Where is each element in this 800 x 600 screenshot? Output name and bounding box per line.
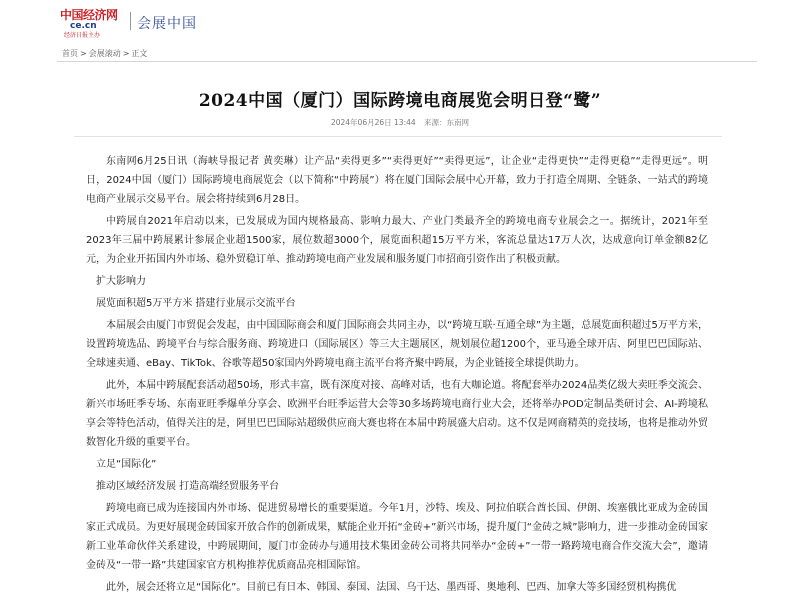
section-link[interactable]: 会展中国: [137, 16, 197, 32]
article-source: 来源：东南网: [424, 118, 470, 127]
article-paragraph: 此外，展会还将立足“国际化”。目前已有日本、韩国、泰国、法国、乌干达、墨西哥、奥地利、巴西、加拿大等多国经贸机构携优: [106, 582, 677, 593]
breadcrumb-separator: >: [122, 49, 130, 58]
article-paragraph: 本届展会由厦门市贸促会发起，由中国国际商会和厦门国际商会共同主办，以“跨境互联·互通全球”为主题，总展览面积超过5万平方米，设置跨境选品、跨境平台与综合服务商、跨境进口（国际展区）等三大主题展区，规划展位超1200个，亚马逊全球开店、阿里巴巴国际站、全球速卖通、eBay、TikTok、谷歌等超50家国内外跨境电商主流平台将齐聚中跨展，为企业链接全球提供助力。: [86, 320, 708, 369]
breadcrumb-current: 正文: [131, 49, 148, 58]
article-paragraph: 东南网6月25日讯（海峡导报记者 黄奕琳）让产品“卖得更多”“卖得更好”“卖得更远”，让企业“走得更快”“走得更稳”“走得更远”。明日，2024中国（厦门）国际跨境电商展览会（以下简称“中跨展”）将在厦门国际会展中心开幕，致力于打造全周期、全链条、一站式的跨境电商产业展示交易平台。展会将持续到6月28日。: [86, 156, 708, 205]
subheading: 立足“国际化”: [96, 459, 157, 470]
article-body: [86, 152, 708, 600]
meta-divider: [74, 136, 722, 137]
breadcrumb-home[interactable]: 首页: [62, 49, 78, 58]
breadcrumb-separator: >: [80, 49, 87, 58]
logo-domain: ce.cn: [70, 21, 97, 31]
subheading: 展览面积超5万平方米 搭建行业展示交流平台: [96, 298, 296, 309]
article-title: 2024中国（厦门）国际跨境电商展览会明日登“鹭”: [198, 91, 602, 111]
article-paragraph: 中跨展自2021年启动以来，已发展成为国内规格最高、影响力最大、产业门类最齐全的跨境电商专业展会之一。据统计，2021年至2023年三届中跨展累计参展企业超1500家，展位数超3000个，展览面积超15万平方米，客流总量达17万人次，达成意向订单金额82亿元，为企业开拓国内外市场、稳外贸稳订单、推动跨境电商产业发展和服务厦门市招商引资作出了积极贡献。: [86, 216, 708, 265]
site-logo[interactable]: [60, 6, 126, 38]
article-paragraph: 此外，本届中跨展配套活动超50场，形式丰富，既有深度对接、高峰对话，也有大咖论道。将配套举办2024品类亿级大卖旺季交流会、新兴市场旺季专场、东南亚旺季爆单分享会、欧洲平台旺季运营大会等30多场跨境电商行业大会，还将举办POD定制品类研讨会、AI-跨境私享会等特色活动，值得关注的是，阿里巴巴国际站超级供应商大赛也将在本届中跨展盛大启动。这不仅是网商精英的竞技场，也将是推动外贸数智化升级的重要平台。: [86, 380, 708, 448]
article-meta: [0, 117, 800, 128]
breadcrumb-category[interactable]: 会展滚动: [88, 49, 121, 58]
article-paragraph: 跨境电商已成为连接国内外市场、促进贸易增长的重要渠道。今年1月，沙特、埃及、阿拉伯联合酋长国、伊朗、埃塞俄比亚成为金砖国家正式成员。为更好展现金砖国家开放合作的创新成果，赋能企业开拓“金砖+”新兴市场，提升厦门“金砖之城”影响力，进一步推动金砖国家新工业革命伙伴关系建设，中跨展期间，厦门市金砖办与通用技术集团金砖公司将共同举办“金砖+”一带一路跨境电商合作交流大会”，邀请金砖及“一带一路”共建国家官方机构推荐优质商品亮相国际馆。: [86, 503, 708, 571]
logo-text: 中国经济网: [60, 8, 118, 22]
subheading: 扩大影响力: [96, 276, 146, 287]
site-header: [0, 0, 800, 44]
article-date: 2024年06月26日 13:44: [330, 118, 416, 127]
header-divider: [130, 12, 131, 30]
logo-slogan: 经济日报主办: [64, 32, 101, 39]
breadcrumb: [57, 46, 757, 62]
subheading: 推动区域经济发展 打造高端经贸服务平台: [96, 481, 280, 492]
